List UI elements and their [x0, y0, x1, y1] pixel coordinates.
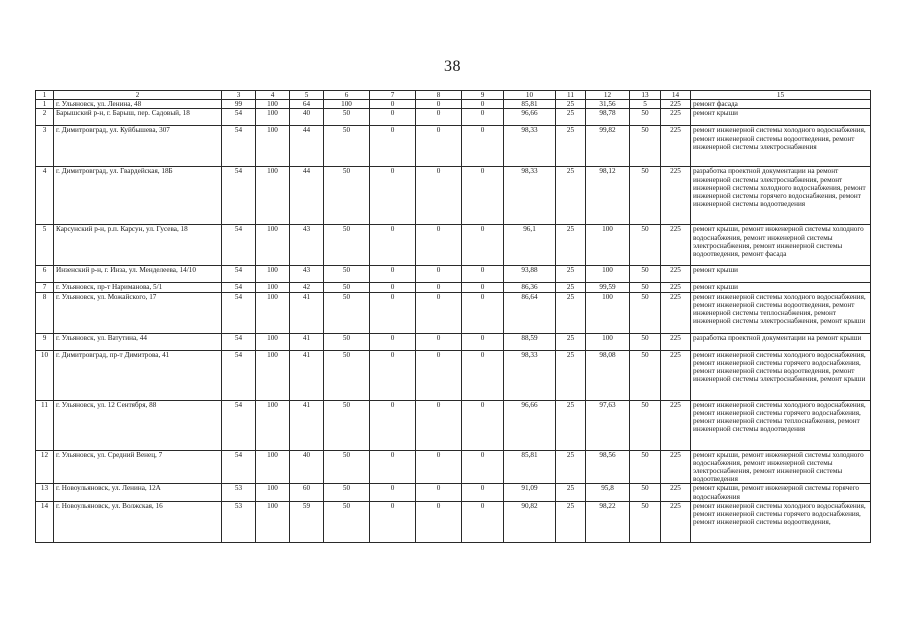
value-cell: 50 — [324, 283, 370, 292]
value-cell: 59 — [290, 501, 324, 542]
value-cell: 85,81 — [504, 100, 556, 109]
value-cell: 99,59 — [586, 283, 630, 292]
value-cell: 0 — [462, 126, 504, 167]
column-header: 14 — [661, 91, 691, 100]
value-cell: 53 — [222, 501, 256, 542]
value-cell: 0 — [416, 292, 462, 333]
works-cell: разработка проектной документации на ремонт инженерной системы электроснабжения, ремонт инженерной системы холодного водоснабжения, ремонт инженерной системы горячего водоснабжения, ремонт инженерной системы водоотведения — [691, 167, 871, 225]
row-number: 12 — [36, 450, 54, 484]
value-cell: 100 — [586, 292, 630, 333]
value-cell: 50 — [324, 225, 370, 266]
value-cell: 0 — [416, 400, 462, 450]
value-cell: 40 — [290, 450, 324, 484]
value-cell: 98,33 — [504, 350, 556, 400]
column-header: 9 — [462, 91, 504, 100]
value-cell: 0 — [416, 283, 462, 292]
column-header: 12 — [586, 91, 630, 100]
table-row — [36, 109, 871, 126]
value-cell: 88,59 — [504, 333, 556, 350]
row-number: 13 — [36, 484, 54, 501]
works-cell: ремонт крыши, ремонт инженерной системы холодного водоснабжения, ремонт инженерной системы электроснабжения, ремонт инженерной системы водоотведения, ремонт фасада — [691, 225, 871, 266]
column-header: 5 — [290, 91, 324, 100]
address-cell: г. Ульяновск, пр-т Нариманова, 5/1 — [54, 283, 222, 292]
value-cell: 25 — [556, 501, 586, 542]
column-header: 11 — [556, 91, 586, 100]
value-cell: 93,88 — [504, 266, 556, 283]
value-cell: 91,09 — [504, 484, 556, 501]
address-cell: г. Ульяновск, ул. Можайского, 17 — [54, 292, 222, 333]
value-cell: 100 — [324, 100, 370, 109]
value-cell: 98,78 — [586, 109, 630, 126]
value-cell: 0 — [370, 225, 416, 266]
value-cell: 100 — [256, 126, 290, 167]
works-cell: ремонт фасада — [691, 100, 871, 109]
value-cell: 54 — [222, 126, 256, 167]
value-cell: 25 — [556, 225, 586, 266]
value-cell: 0 — [416, 484, 462, 501]
value-cell: 98,08 — [586, 350, 630, 400]
address-cell: г. Ульяновск, ул. Ватутина, 44 — [54, 333, 222, 350]
value-cell: 100 — [256, 292, 290, 333]
table-row — [36, 225, 871, 266]
value-cell: 25 — [556, 283, 586, 292]
works-cell: ремонт крыши, ремонт инженерной системы горячего водоснабжения — [691, 484, 871, 501]
value-cell: 0 — [462, 484, 504, 501]
value-cell: 95,8 — [586, 484, 630, 501]
value-cell: 25 — [556, 167, 586, 225]
value-cell: 100 — [256, 484, 290, 501]
value-cell: 50 — [630, 109, 661, 126]
works-cell: ремонт инженерной системы холодного водоснабжения, ремонт инженерной системы горячего водоснабжения, ремонт инженерной системы водоотведения, ремонт инженерной системы электроснабжения, ремонт крыши — [691, 350, 871, 400]
works-cell: ремонт крыши — [691, 283, 871, 292]
address-cell: г. Новоульяновск, ул. Волжская, 16 — [54, 501, 222, 542]
value-cell: 0 — [462, 100, 504, 109]
value-cell: 54 — [222, 109, 256, 126]
value-cell: 0 — [416, 109, 462, 126]
value-cell: 98,12 — [586, 167, 630, 225]
value-cell: 96,1 — [504, 225, 556, 266]
value-cell: 54 — [222, 266, 256, 283]
value-cell: 0 — [416, 501, 462, 542]
value-cell: 50 — [324, 501, 370, 542]
value-cell: 50 — [324, 167, 370, 225]
value-cell: 225 — [661, 100, 691, 109]
value-cell: 0 — [462, 333, 504, 350]
housing-repair-table — [35, 90, 871, 543]
row-number: 4 — [36, 167, 54, 225]
value-cell: 50 — [630, 266, 661, 283]
value-cell: 0 — [462, 400, 504, 450]
value-cell: 50 — [630, 333, 661, 350]
value-cell: 0 — [370, 484, 416, 501]
value-cell: 50 — [630, 400, 661, 450]
value-cell: 100 — [586, 225, 630, 266]
column-header: 7 — [370, 91, 416, 100]
value-cell: 100 — [256, 283, 290, 292]
table-row — [36, 501, 871, 542]
value-cell: 0 — [462, 450, 504, 484]
row-number: 14 — [36, 501, 54, 542]
value-cell: 0 — [370, 283, 416, 292]
value-cell: 0 — [370, 333, 416, 350]
value-cell: 100 — [256, 400, 290, 450]
value-cell: 225 — [661, 167, 691, 225]
value-cell: 50 — [324, 292, 370, 333]
value-cell: 0 — [462, 109, 504, 126]
value-cell: 98,22 — [586, 501, 630, 542]
address-cell: Барышский р-н, г. Барыш, пер. Садовый, 18 — [54, 109, 222, 126]
row-number: 11 — [36, 400, 54, 450]
column-header: 15 — [691, 91, 871, 100]
table-row — [36, 350, 871, 400]
value-cell: 40 — [290, 109, 324, 126]
row-number: 8 — [36, 292, 54, 333]
value-cell: 31,56 — [586, 100, 630, 109]
value-cell: 44 — [290, 167, 324, 225]
value-cell: 0 — [462, 350, 504, 400]
value-cell: 0 — [370, 167, 416, 225]
value-cell: 50 — [324, 126, 370, 167]
table-row — [36, 126, 871, 167]
value-cell: 100 — [256, 109, 290, 126]
value-cell: 50 — [324, 484, 370, 501]
value-cell: 54 — [222, 400, 256, 450]
value-cell: 25 — [556, 450, 586, 484]
address-cell: Инзенский р-н, г. Инза, ул. Менделеева, 14/10 — [54, 266, 222, 283]
value-cell: 41 — [290, 350, 324, 400]
value-cell: 64 — [290, 100, 324, 109]
value-cell: 25 — [556, 292, 586, 333]
value-cell: 50 — [630, 292, 661, 333]
table-row — [36, 484, 871, 501]
value-cell: 225 — [661, 266, 691, 283]
address-cell: г. Новоульяновск, ул. Ленина, 12А — [54, 484, 222, 501]
value-cell: 100 — [256, 100, 290, 109]
value-cell: 97,63 — [586, 400, 630, 450]
value-cell: 225 — [661, 292, 691, 333]
value-cell: 0 — [370, 266, 416, 283]
value-cell: 54 — [222, 167, 256, 225]
row-number: 6 — [36, 266, 54, 283]
value-cell: 50 — [324, 333, 370, 350]
value-cell: 100 — [256, 333, 290, 350]
value-cell: 0 — [462, 225, 504, 266]
value-cell: 225 — [661, 225, 691, 266]
value-cell: 25 — [556, 126, 586, 167]
value-cell: 0 — [370, 292, 416, 333]
value-cell: 98,33 — [504, 167, 556, 225]
value-cell: 225 — [661, 126, 691, 167]
value-cell: 44 — [290, 126, 324, 167]
works-cell: ремонт инженерной системы холодного водоснабжения, ремонт инженерной системы водоотведения, ремонт инженерной системы теплоснабжения, ремонт инженерной системы электроснабжения, ремонт крыши — [691, 292, 871, 333]
value-cell: 225 — [661, 484, 691, 501]
value-cell: 41 — [290, 292, 324, 333]
table-row — [36, 333, 871, 350]
value-cell: 225 — [661, 501, 691, 542]
row-number: 7 — [36, 283, 54, 292]
value-cell: 43 — [290, 266, 324, 283]
value-cell: 0 — [462, 501, 504, 542]
value-cell: 50 — [630, 450, 661, 484]
value-cell: 41 — [290, 333, 324, 350]
value-cell: 225 — [661, 333, 691, 350]
value-cell: 50 — [630, 283, 661, 292]
value-cell: 54 — [222, 350, 256, 400]
address-cell: Карсунский р-н, р.п. Карсун, ул. Гусева, 18 — [54, 225, 222, 266]
value-cell: 54 — [222, 225, 256, 266]
value-cell: 225 — [661, 350, 691, 400]
address-cell: г. Димитровград, пр-т Димитрова, 41 — [54, 350, 222, 400]
value-cell: 25 — [556, 100, 586, 109]
value-cell: 0 — [370, 350, 416, 400]
value-cell: 96,66 — [504, 400, 556, 450]
column-header: 6 — [324, 91, 370, 100]
value-cell: 0 — [462, 283, 504, 292]
value-cell: 50 — [630, 484, 661, 501]
value-cell: 100 — [256, 225, 290, 266]
value-cell: 86,36 — [504, 283, 556, 292]
value-cell: 86,64 — [504, 292, 556, 333]
value-cell: 90,82 — [504, 501, 556, 542]
value-cell: 0 — [370, 501, 416, 542]
row-number: 9 — [36, 333, 54, 350]
value-cell: 0 — [370, 126, 416, 167]
column-header: 2 — [54, 91, 222, 100]
column-header: 10 — [504, 91, 556, 100]
value-cell: 0 — [462, 167, 504, 225]
value-cell: 0 — [462, 266, 504, 283]
value-cell: 0 — [416, 350, 462, 400]
value-cell: 54 — [222, 292, 256, 333]
value-cell: 25 — [556, 484, 586, 501]
works-cell: разработка проектной документации на ремонт крыши — [691, 333, 871, 350]
row-number: 1 — [36, 100, 54, 109]
value-cell: 50 — [324, 266, 370, 283]
value-cell: 98,56 — [586, 450, 630, 484]
value-cell: 0 — [416, 225, 462, 266]
value-cell: 100 — [256, 450, 290, 484]
value-cell: 100 — [586, 266, 630, 283]
value-cell: 5 — [630, 100, 661, 109]
value-cell: 0 — [416, 167, 462, 225]
value-cell: 0 — [416, 100, 462, 109]
row-number: 10 — [36, 350, 54, 400]
value-cell: 100 — [586, 333, 630, 350]
value-cell: 96,66 — [504, 109, 556, 126]
value-cell: 0 — [416, 126, 462, 167]
value-cell: 0 — [370, 109, 416, 126]
value-cell: 50 — [630, 350, 661, 400]
value-cell: 41 — [290, 400, 324, 450]
value-cell: 0 — [416, 333, 462, 350]
table-row — [36, 100, 871, 109]
value-cell: 99,82 — [586, 126, 630, 167]
value-cell: 25 — [556, 266, 586, 283]
address-cell: г. Димитровград, ул. Куйбышева, 307 — [54, 126, 222, 167]
value-cell: 225 — [661, 400, 691, 450]
value-cell: 42 — [290, 283, 324, 292]
column-header: 13 — [630, 91, 661, 100]
value-cell: 53 — [222, 484, 256, 501]
value-cell: 100 — [256, 266, 290, 283]
value-cell: 85,81 — [504, 450, 556, 484]
value-cell: 50 — [630, 167, 661, 225]
value-cell: 100 — [256, 167, 290, 225]
column-header: 1 — [36, 91, 54, 100]
table-row — [36, 292, 871, 333]
value-cell: 50 — [324, 350, 370, 400]
address-cell: г. Димитровград, ул. Гвардейская, 18Б — [54, 167, 222, 225]
table-header-row — [36, 91, 871, 100]
works-cell: ремонт крыши — [691, 109, 871, 126]
value-cell: 54 — [222, 333, 256, 350]
value-cell: 0 — [462, 292, 504, 333]
row-number: 5 — [36, 225, 54, 266]
column-header: 4 — [256, 91, 290, 100]
address-cell: г. Ульяновск, ул. Ленина, 48 — [54, 100, 222, 109]
value-cell: 225 — [661, 450, 691, 484]
value-cell: 50 — [324, 450, 370, 484]
works-cell: ремонт инженерной системы холодного водоснабжения, ремонт инженерной системы водоотведения, ремонт инженерной системы электроснабжения — [691, 126, 871, 167]
value-cell: 100 — [256, 350, 290, 400]
page-number: 38 — [444, 58, 461, 75]
value-cell: 99 — [222, 100, 256, 109]
value-cell: 25 — [556, 333, 586, 350]
value-cell: 43 — [290, 225, 324, 266]
column-header: 3 — [222, 91, 256, 100]
table-row — [36, 400, 871, 450]
works-cell: ремонт крыши — [691, 266, 871, 283]
table-row — [36, 450, 871, 484]
address-cell: г. Ульяновск, ул. 12 Сентября, 88 — [54, 400, 222, 450]
row-number: 2 — [36, 109, 54, 126]
works-cell: ремонт инженерной системы холодного водоснабжения, ремонт инженерной системы горячего водоснабжения, ремонт инженерной системы теплоснабжения, ремонт инженерной системы водоотведения — [691, 400, 871, 450]
table-row — [36, 167, 871, 225]
value-cell: 0 — [370, 400, 416, 450]
row-number: 3 — [36, 126, 54, 167]
value-cell: 0 — [370, 100, 416, 109]
value-cell: 60 — [290, 484, 324, 501]
table-row — [36, 283, 871, 292]
value-cell: 25 — [556, 400, 586, 450]
value-cell: 0 — [370, 450, 416, 484]
value-cell: 25 — [556, 350, 586, 400]
table-row — [36, 266, 871, 283]
value-cell: 25 — [556, 109, 586, 126]
value-cell: 50 — [630, 501, 661, 542]
value-cell: 0 — [416, 266, 462, 283]
value-cell: 50 — [630, 225, 661, 266]
column-header: 8 — [416, 91, 462, 100]
address-cell: г. Ульяновск, ул. Средний Венец, 7 — [54, 450, 222, 484]
works-cell: ремонт инженерной системы холодного водоснабжения, ремонт инженерной системы горячего водоснабжения, ремонт инженерной системы водоотведения, — [691, 501, 871, 542]
works-cell: ремонт крыши, ремонт инженерной системы холодного водоснабжения, ремонт инженерной системы электроснабжения, ремонт инженерной системы водоотведения — [691, 450, 871, 484]
value-cell: 225 — [661, 283, 691, 292]
value-cell: 100 — [256, 501, 290, 542]
value-cell: 225 — [661, 109, 691, 126]
value-cell: 54 — [222, 283, 256, 292]
value-cell: 98,33 — [504, 126, 556, 167]
value-cell: 0 — [416, 450, 462, 484]
value-cell: 50 — [324, 109, 370, 126]
value-cell: 54 — [222, 450, 256, 484]
value-cell: 50 — [324, 400, 370, 450]
value-cell: 50 — [630, 126, 661, 167]
